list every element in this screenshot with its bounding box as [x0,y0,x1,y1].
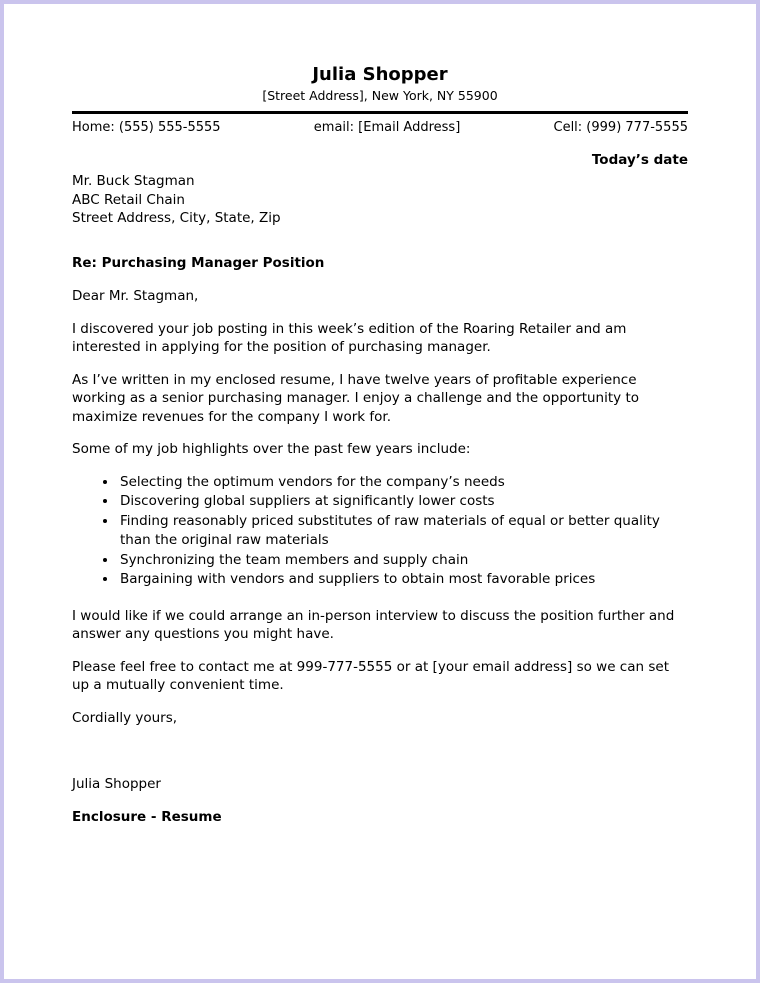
paragraph-contact: Please feel free to contact me at 999-777-5555 or at [your email address] so we can set up a mutually convenient time. [72,658,669,693]
email-address: email: [Email Address] [313,120,461,135]
contact-row [72,120,688,136]
paragraph-highlights-lead: Some of my job highlights over the past few years include: [72,441,471,457]
recipient-name: Mr. Buck Stagman [72,173,195,189]
salutation: Dear Mr. Stagman, [72,288,199,304]
paragraph-intro: I discovered your job posting in this week’s edition of the Roaring Retailer and am interested in applying for the position of purchasing manager. [72,320,627,355]
signature-name: Julia Shopper [72,776,161,792]
paragraph-experience: As I’ve written in my enclosed resume, I have twelve years of profitable experience working as a senior purchasing manager. I enjoy a challenge and the opportunity to maximize revenues for the company I work for. [72,371,639,425]
recipient-company: ABC Retail Chain [72,191,185,208]
cell-phone: Cell: (999) 777-5555 [553,120,688,135]
list-item: • Selecting the optimum vendors for the company’s needs [118,473,688,493]
subject-line: Re: Purchasing Manager Position [72,254,325,271]
paragraph-interview: I would like if we could arrange an in-person interview to discuss the position further and answer any questions you might have. [72,607,675,642]
list-item: • Bargaining with vendors and suppliers to obtain most favorable prices [118,570,688,590]
sender-address: [Street Address], New York, NY 55900 [262,88,498,103]
date-line: Today’s date [591,152,688,168]
highlights-list [72,473,688,590]
sender-name: Julia Shopper [312,64,448,85]
letter-content [4,4,756,826]
header-rule [72,111,688,114]
enclosure-note: Enclosure - Resume [72,808,222,825]
recipient-block [72,172,688,228]
list-item: • Discovering global suppliers at significantly lower costs [118,492,688,512]
valediction: Cordially yours, [72,709,178,726]
list-item: • Finding reasonably priced substitutes of raw materials of equal or better quality than the original raw materials [118,512,688,551]
home-phone: Home: (555) 555-5555 [72,120,221,135]
list-item: • Synchronizing the team members and supply chain [118,551,688,571]
recipient-address: Street Address, City, State, Zip [72,210,281,226]
